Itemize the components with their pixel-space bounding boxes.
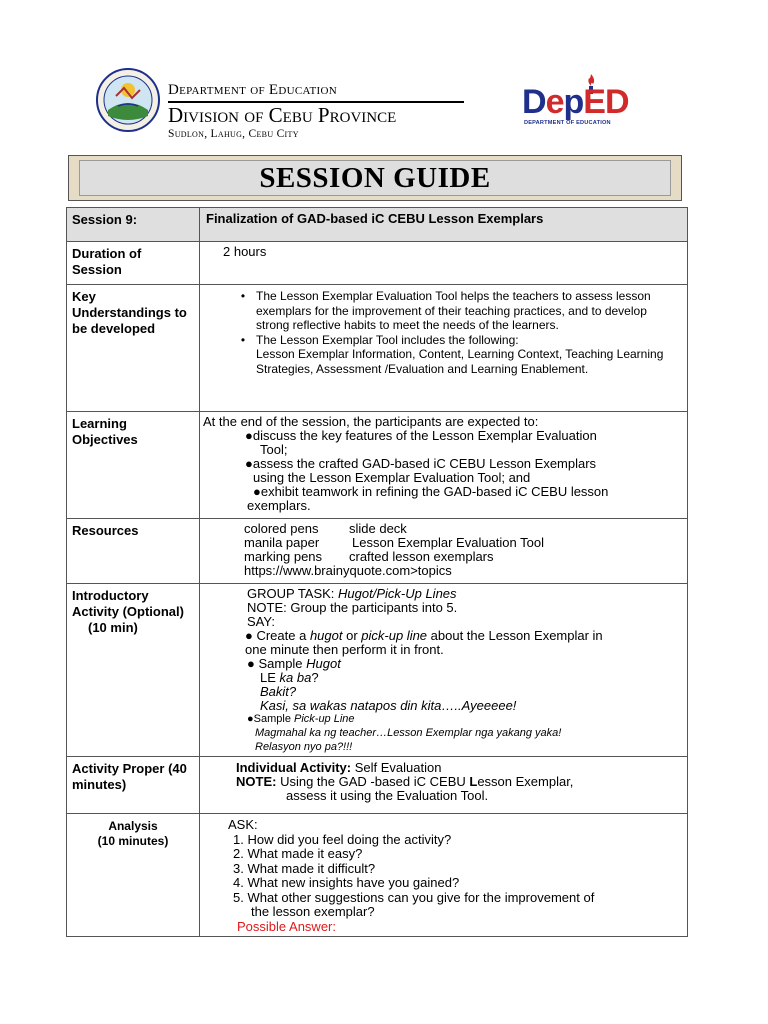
group-note: NOTE: Group the participants into 5. (247, 600, 458, 615)
session-label: Session 9: (67, 208, 200, 242)
session-name: Finalization of GAD-based iC CEBU Lesson Exemplars (200, 208, 688, 242)
pickup-line-1: Magmahal ka ng teacher…Lesson Exemplar nga yakang yaka! (255, 727, 562, 739)
list-item: • The Lesson Exemplar Tool includes the following: (240, 332, 519, 347)
list-item: ●exhibit teamwork in refining the GAD-based iC CEBU lesson (253, 484, 609, 499)
session-guide-table (66, 207, 688, 937)
division-name: Division of Cebu Province (168, 101, 464, 127)
intro-activity-label: Introductory Activity (Optional) (72, 588, 184, 619)
create-instruction: ● Create a hugot or pick-up line about the Lesson Exemplar in (245, 628, 603, 643)
list-item: 3. What made it difficult? (233, 860, 376, 876)
activity-note-cont: assess it using the Evaluation Tool. (286, 788, 489, 803)
pickup-line-2: Relasyon nyo pa?!!! (255, 741, 353, 753)
division-header (168, 82, 468, 141)
individual-activity: Individual Activity: Self Evaluation (236, 760, 442, 775)
say-label: SAY: (247, 614, 275, 629)
duration-row (67, 242, 688, 285)
objectives-row (67, 412, 688, 519)
create-instruction-cont: one minute then perform it in front. (245, 642, 444, 657)
hugot-line-1: LE ka ba? (260, 670, 319, 685)
duration-label: Duration of Session (67, 242, 200, 285)
list-item: • The Lesson Exemplar Evaluation Tool helps the teachers to assess lesson exemplars for the improvement of their teaching practices, and to develop strong reflective habits to meet the needs of the learners. (240, 289, 651, 333)
hugot-line-3: Kasi, sa wakas natapos din kita…..Ayeeeee! (260, 698, 517, 713)
list-item: 5. What other suggestions can you give for the improvement of (233, 889, 595, 905)
division-address: Sudlon, Lahug, Cebu City (168, 128, 299, 140)
list-item: Tool; (260, 442, 288, 457)
list-item: 2. What made it easy? (233, 846, 363, 861)
list-item: ●discuss the key features of the Lesson Exemplar Evaluation (245, 428, 597, 443)
analysis-time: (10 minutes) (97, 834, 169, 848)
list-item: ●assess the crafted GAD-based iC CEBU Lesson Exemplars (245, 456, 597, 471)
list-item: exemplars. (247, 498, 311, 513)
department-name: Department of Education (168, 82, 338, 98)
key-understandings-detail: Lesson Exemplar Information, Content, Learning Context, Teaching Learning Strategies, Assessment /Evaluation and Learning Enablement. (256, 347, 664, 376)
objectives-intro: At the end of the session, the participants are expected to: (203, 414, 539, 429)
list-item: manila paper Lesson Exemplar Evaluation Tool (244, 535, 544, 550)
key-understandings-row (67, 285, 688, 412)
session-row (67, 208, 688, 242)
resources-row (67, 519, 688, 584)
deped-logo (522, 74, 634, 130)
intro-activity-time: (10 min) (88, 620, 138, 635)
list-item: marking pens crafted lesson exemplars (244, 549, 494, 564)
list-item: colored pens slide deck (244, 521, 407, 536)
list-item: 4. What new insights have you gained? (233, 875, 460, 890)
list-item: using the Lesson Exemplar Evaluation Tool; and (253, 470, 531, 485)
intro-activity-row (67, 584, 688, 757)
key-understandings-label: Key Understandings to be developed (67, 285, 200, 412)
resource-link[interactable]: https://www.brainyquote.com>topics (244, 563, 452, 578)
activity-proper-row (67, 757, 688, 814)
deped-wordmark: DepED (522, 83, 629, 121)
ask-label: ASK: (228, 817, 258, 832)
objectives-label: Learning Objectives (67, 412, 200, 519)
activity-note: NOTE: Using the GAD -based iC CEBU Lesson Exemplar, (236, 774, 574, 789)
page-title: SESSION GUIDE (79, 160, 671, 196)
activity-proper-label: Activity Proper (40 minutes) (67, 757, 200, 814)
analysis-label: Analysis (108, 819, 158, 833)
group-task: GROUP TASK: Hugot/Pick-Up Lines (247, 586, 457, 601)
list-item: the lesson exemplar? (251, 904, 375, 919)
division-seal-icon (96, 66, 160, 134)
possible-answer-label: Possible Answer: (237, 918, 336, 934)
resources-label: Resources (67, 519, 200, 584)
deped-subtitle: DEPARTMENT OF EDUCATION (524, 120, 611, 126)
title-banner (68, 155, 682, 201)
duration-value: 2 hours (223, 244, 267, 259)
hugot-line-2: Bakit? (260, 684, 297, 699)
list-item: 1. How did you feel doing the activity? (233, 831, 452, 847)
analysis-row (67, 814, 688, 937)
sample-hugot: ● Sample Hugot (247, 656, 341, 671)
sample-pickup: ●Sample Pick-up Line (247, 713, 355, 725)
